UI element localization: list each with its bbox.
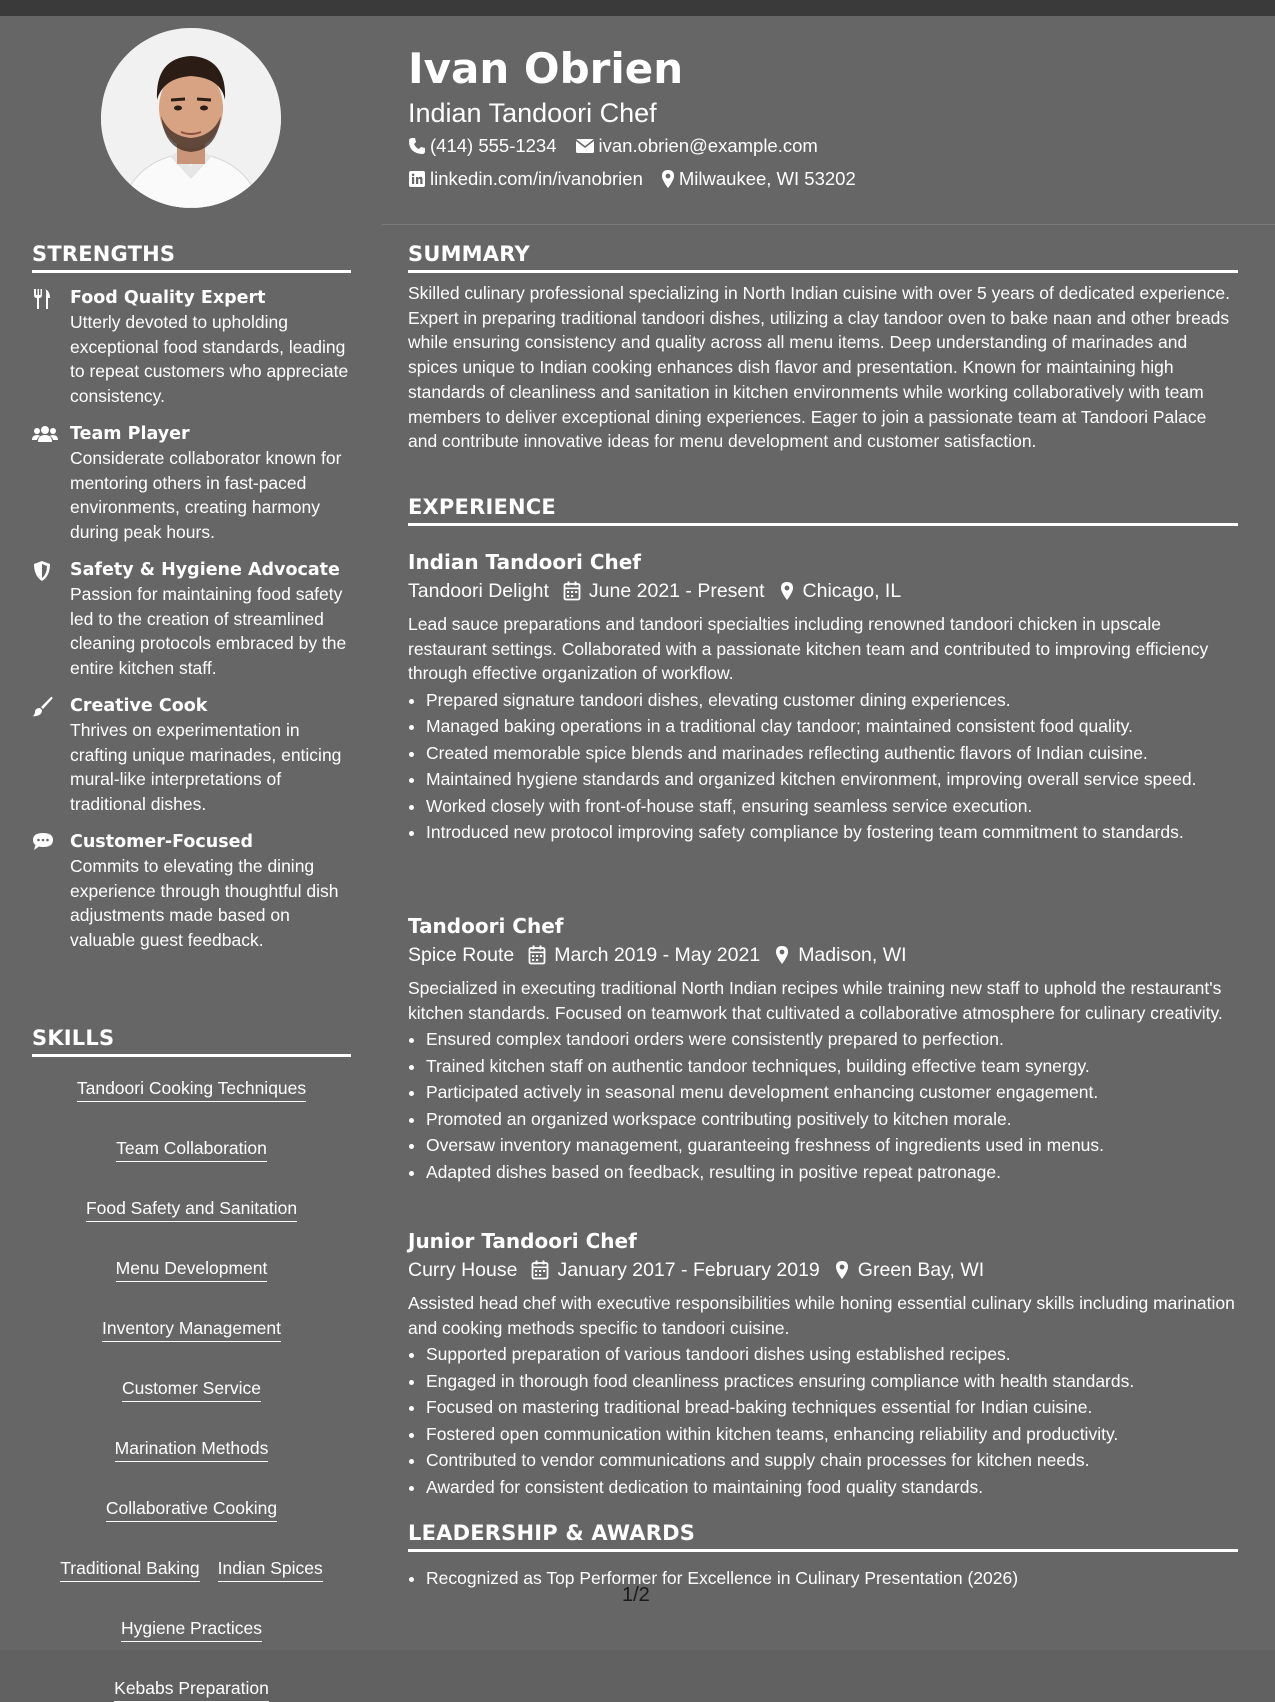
window-top-bar — [0, 0, 1275, 16]
strength-description: Thrives on experimentation in crafting unique marinades, enticing mural-like interpretations of traditional dishes. — [70, 720, 342, 814]
calendar-icon — [563, 581, 581, 601]
job-dates: January 2017 - February 2019 — [557, 1259, 820, 1281]
job-bullet: • Ensured complex tandoori orders were consistently prepared to perfection. — [426, 1027, 1238, 1052]
strength-description: Commits to elevating the dining experience through thoughtful dish adjustments made based on valuable guest feedback. — [70, 856, 339, 950]
phone-icon — [408, 137, 426, 155]
job-bullets — [408, 688, 1238, 845]
job-bullet: • Oversaw inventory management, guaranteeing freshness of ingredients used in menus. — [426, 1133, 1238, 1158]
job-dates: June 2021 - Present — [588, 580, 765, 602]
strength-title: Customer-Focused — [70, 832, 254, 852]
strength-title: Food Quality Expert — [70, 288, 266, 308]
strength-title: Safety & Hygiene Advocate — [70, 560, 340, 580]
skill-tag: Indian Spices — [218, 1556, 323, 1582]
job-bullet: • Promoted an organized workspace contributing positively to kitchen morale. — [426, 1107, 1238, 1132]
job-role: Tandoori Chef — [408, 914, 564, 938]
email-contact[interactable] — [575, 134, 818, 158]
linkedin-text: linkedin.com/in/ivanobrien — [430, 168, 643, 189]
contact-row — [408, 167, 874, 191]
skill-tag: Tandoori Cooking Techniques — [77, 1076, 306, 1102]
skill-tag: Kebabs Preparation — [114, 1676, 269, 1702]
strength-item — [32, 830, 351, 952]
skill-tag: Inventory Management — [102, 1316, 281, 1342]
job-bullets — [408, 1027, 1238, 1184]
job-bullet: • Managed baking operations in a traditional clay tandoor; maintained consistent food quality. — [426, 714, 1238, 739]
map-pin-icon — [774, 945, 790, 965]
job-bullet: • Contributed to vendor communications and supply chain processes for kitchen needs. — [426, 1448, 1238, 1473]
job-location: Green Bay, WI — [857, 1259, 985, 1281]
job-company: Tandoori Delight — [408, 580, 549, 602]
location-contact — [661, 167, 856, 191]
job-bullet: • Created memorable spice blends and marinades reflecting authentic flavors of Indian cuisine. — [426, 741, 1238, 766]
job-dates: March 2019 - May 2021 — [554, 944, 761, 966]
strength-item — [32, 694, 351, 816]
resume-page — [0, 16, 1275, 1698]
job-bullets — [408, 1342, 1238, 1499]
job-role: Indian Tandoori Chef — [408, 550, 642, 574]
candidate-title: Indian Tandoori Chef — [408, 98, 657, 128]
job-location: Madison, WI — [798, 944, 907, 966]
skill-tag: Traditional Baking — [60, 1556, 199, 1582]
job-description: Lead sauce preparations and tandoori specialties including renowned tandoori chicken in upscale restaurant settings. Collaborated with a passionate kitchen team and contributed to improving efficiency through effective organization of workflow. — [408, 614, 1209, 683]
skill-tag: Hygiene Practices — [121, 1616, 262, 1642]
job-bullet: • Prepared signature tandoori dishes, elevating customer dining experiences. — [426, 688, 1238, 713]
experience-heading: EXPERIENCE — [408, 495, 1238, 526]
strength-item — [32, 422, 351, 544]
summary-heading: SUMMARY — [408, 242, 1238, 273]
linkedin-contact[interactable] — [408, 167, 643, 191]
comment-icon — [32, 832, 56, 854]
email-text: ivan.obrien@example.com — [598, 135, 818, 156]
profile-photo — [101, 28, 281, 208]
shield-icon — [32, 560, 56, 582]
job-meta — [408, 1255, 1238, 1285]
leadership-item: • Recognized as Top Performer for Excellence in Culinary Presentation (2026) — [426, 1566, 1256, 1591]
job-description: Specialized in executing traditional North Indian recipes while training new staff to uphold the restaurant's kitchen standards. Focused on teamwork that cultivated a collaborative atmosphere for culinary creativity. — [408, 978, 1223, 1023]
strength-title: Creative Cook — [70, 696, 208, 716]
job-bullet: • Introduced new protocol improving safety compliance by fostering team commitment to standards. — [426, 820, 1238, 845]
job-bullet: • Adapted dishes based on feedback, resulting in positive repeat patronage. — [426, 1160, 1238, 1185]
skill-tag: Collaborative Cooking — [106, 1496, 277, 1522]
job-bullet: • Worked closely with front-of-house staff, ensuring seamless service execution. — [426, 794, 1238, 819]
job-location: Chicago, IL — [802, 580, 902, 602]
job-meta — [408, 940, 1238, 970]
job-bullet: • Engaged in thorough food cleanliness practices ensuring compliance with health standards. — [426, 1369, 1238, 1394]
map-pin-icon — [661, 169, 675, 189]
strength-item — [32, 558, 351, 680]
brush-icon — [32, 696, 56, 718]
skill-tag: Marination Methods — [115, 1436, 269, 1462]
candidate-name: Ivan Obrien — [408, 44, 684, 93]
contact-row — [408, 134, 836, 158]
job-meta — [408, 576, 1238, 606]
phone-text: (414) 555-1234 — [430, 135, 557, 156]
experience-entry — [408, 912, 1238, 1186]
calendar-icon — [528, 945, 546, 965]
header-divider — [382, 224, 1275, 225]
envelope-icon — [575, 138, 595, 154]
linkedin-icon — [408, 170, 426, 188]
skills-list — [32, 1076, 351, 1702]
map-pin-icon — [779, 581, 795, 601]
strength-description: Utterly devoted to upholding exceptional food standards, leading to repeat customers who appreciate consistency. — [70, 312, 349, 406]
experience-entry — [408, 548, 1238, 847]
job-description: Assisted head chef with executive responsibilities while honing essential culinary skills including marination and cooking methods specific to tandoori cuisine. — [408, 1293, 1235, 1338]
skill-tag: Customer Service — [122, 1376, 261, 1402]
job-role: Junior Tandoori Chef — [408, 1229, 637, 1253]
location-text: Milwaukee, WI 53202 — [678, 168, 856, 189]
job-company: Curry House — [408, 1259, 518, 1281]
job-bullet: • Fostered open communication within kitchen teams, enhancing reliability and productivity. — [426, 1422, 1238, 1447]
experience-entry — [408, 1227, 1238, 1501]
users-icon — [32, 424, 56, 446]
page-number: 1/2 — [622, 1584, 650, 1606]
job-bullet: • Supported preparation of various tandoori dishes using established recipes. — [426, 1342, 1238, 1367]
leadership-heading: LEADERSHIP & AWARDS — [408, 1521, 1238, 1552]
job-bullet: • Maintained hygiene standards and organized kitchen environment, improving overall service speed. — [426, 767, 1238, 792]
calendar-icon — [531, 1260, 549, 1280]
leadership-list — [408, 1566, 1256, 1593]
strength-description: Passion for maintaining food safety led to the creation of streamlined cleaning protocols embraced by the entire kitchen staff. — [70, 584, 347, 678]
job-bullet: • Participated actively in seasonal menu development enhancing customer engagement. — [426, 1080, 1238, 1105]
strength-description: Considerate collaborator known for mentoring others in fast-paced environments, creating harmony during peak hours. — [70, 448, 342, 542]
skill-tag: Team Collaboration — [116, 1136, 267, 1162]
strength-title: Team Player — [70, 424, 190, 444]
job-bullet: • Focused on mastering traditional bread-baking techniques essential for Indian cuisine. — [426, 1395, 1238, 1420]
skill-tag: Food Safety and Sanitation — [86, 1196, 297, 1222]
utensils-icon — [32, 288, 56, 310]
map-pin-icon — [834, 1260, 850, 1280]
skills-heading: SKILLS — [32, 1026, 351, 1057]
job-bullet: • Trained kitchen staff on authentic tandoor techniques, building effective team synergy. — [426, 1054, 1238, 1079]
strengths-list — [32, 286, 351, 966]
job-company: Spice Route — [408, 944, 515, 966]
job-bullet: • Awarded for consistent dedication to maintaining food quality standards. — [426, 1475, 1238, 1500]
strengths-heading: STRENGTHS — [32, 242, 351, 273]
summary-text: Skilled culinary professional specializing in North Indian cuisine with over 5 years of dedicated experience. Expert in preparing traditional tandoori dishes, utilizing a clay tandoor oven to bake naan and other breads while ensuring consistency and quality across all menu items. Deep understanding of marinades and spices unique to Indian cooking enhances dish flavor and presentation. Known for maintaining high standards of cleanliness and sanitation in kitchen environments while working collaboratively with team members to deliver exceptional dining experiences. Eager to join a passionate team at Tandoori Palace and contribute innovative ideas for menu development and customer satisfaction. — [408, 283, 1230, 452]
strength-item — [32, 286, 351, 408]
skill-tag: Menu Development — [116, 1256, 268, 1282]
phone-contact[interactable] — [408, 134, 557, 158]
